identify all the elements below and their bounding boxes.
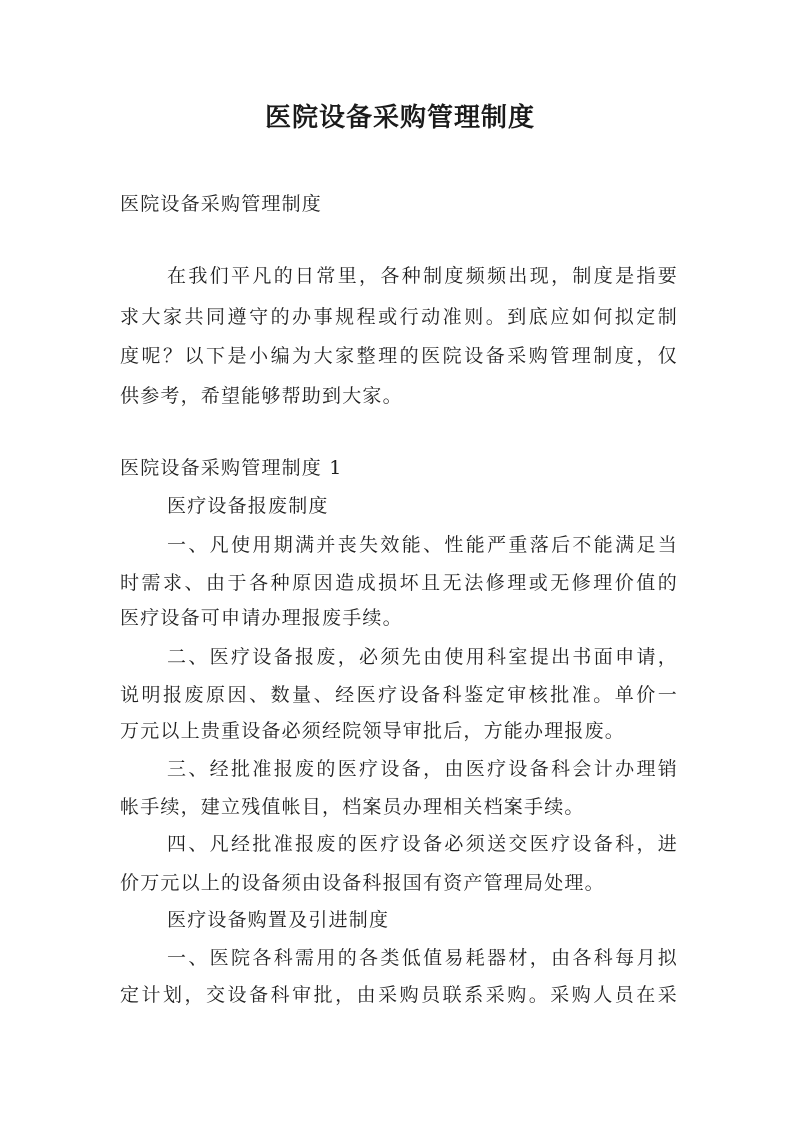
intro-line: 求大家共同遵守的办事规程或行动准则。到底应如何拟定制 xyxy=(120,306,678,328)
intro-line: 度呢？以下是小编为大家整理的医院设备采购管理制度，仅 xyxy=(120,345,678,367)
scrap-item-line: 说明报废原因、数量、经医疗设备科鉴定审核批准。单价一 xyxy=(120,684,678,706)
scrap-item-line: 三、经批准报废的医疗设备，由医疗设备科会计办理销 xyxy=(167,758,678,780)
scrap-item-line: 四、凡经批准报废的医疗设备必须送交医疗设备科，进 xyxy=(167,833,678,855)
document-title: 医院设备采购管理制度 xyxy=(264,103,535,133)
scrap-item-line: 一、凡使用期满并丧失效能、性能严重落后不能满足当 xyxy=(167,534,678,556)
intro-line: 供参考，希望能够帮助到大家。 xyxy=(120,385,403,407)
scrap-item-line: 二、医疗设备报废，必须先由使用科室提出书面申请， xyxy=(167,646,678,668)
scrap-item-line: 帐手续，建立残值帐目，档案员办理相关档案手续。 xyxy=(120,796,585,818)
scrap-item-line: 时需求、由于各种原因造成损坏且无法修理或无修理价值的 xyxy=(120,572,678,594)
scrap-policy-heading: 医疗设备报废制度 xyxy=(167,495,329,517)
scrap-item-line: 医疗设备可申请办理报废手续。 xyxy=(120,607,403,629)
scrap-item-line: 价万元以上的设备须由设备科报国有资产管理局处理。 xyxy=(120,872,605,894)
purchase-item-line: 定计划，交设备科审批，由采购员联系采购。采购人员在采 xyxy=(120,984,678,1006)
document-subtitle: 医院设备采购管理制度 xyxy=(120,193,323,215)
intro-line: 在我们平凡的日常里，各种制度频频出现，制度是指要 xyxy=(167,265,678,287)
purchase-item-line: 一、医院各科需用的各类低值易耗器材，由各科每月拟 xyxy=(167,947,678,969)
purchase-policy-heading: 医疗设备购置及引进制度 xyxy=(167,909,390,931)
section-heading: 医院设备采购管理制度 1 xyxy=(120,457,343,479)
scrap-item-line: 万元以上贵重设备必须经院领导审批后，方能办理报废。 xyxy=(120,720,626,742)
